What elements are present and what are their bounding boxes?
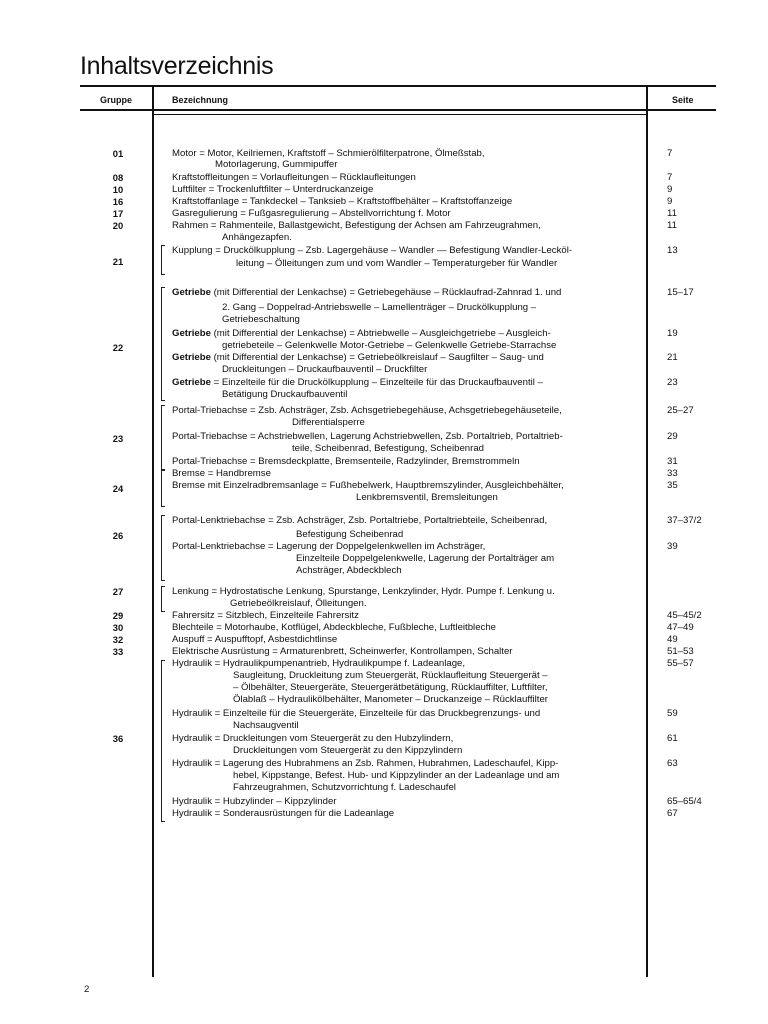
header-top-rule	[80, 85, 716, 87]
row-description: Getriebeschaltung	[222, 314, 300, 325]
row-description: teile, Scheibenrad, Befestigung, Scheibenrad	[292, 443, 485, 454]
row-description: Lenkung = Hydrostatische Lenkung, Spurstange, Lenkzylinder, Hydr. Pumpe f. Lenkung u.	[172, 586, 555, 597]
group-number: 32	[112, 634, 124, 645]
row-description: Kraftstoffleitungen = Vorlaufleitungen – Rücklaufleitungen	[172, 172, 416, 183]
row-description: Motorlagerung, Gummipuffer	[215, 159, 338, 170]
row-description: Elektrische Ausrüstung = Armaturenbrett, Scheinwerfer, Kontrollampen, Schalter	[172, 646, 513, 657]
row-description: Anhängezapfen.	[222, 232, 292, 243]
group-number: 27	[112, 586, 124, 597]
row-description: Blechteile = Motorhaube, Kotflügel, Abdeckbleche, Fußbleche, Luftleitbleche	[172, 622, 496, 633]
page-ref: 29	[667, 431, 678, 442]
row-description: Hydraulik = Sonderausrüstungen für die Ladeanlage	[172, 808, 395, 819]
row-description: Luftfilter = Trockenluftfilter – Unterdruckanzeige	[172, 184, 374, 195]
row-description: Fahrersitz = Sitzblech, Einzelteile Fahrersitz	[172, 610, 359, 621]
page-ref: 51–53	[667, 646, 694, 657]
row-description: Portal-Lenktriebachse = Lagerung der Doppelgelenkwellen im Achsträger,	[172, 541, 486, 552]
row-description: Portal-Triebachse = Achstriebwellen, Lagerung Achstriebwellen, Zsb. Portaltrieb, Portaltrieb-	[172, 431, 563, 442]
page-ref: 23	[667, 377, 678, 388]
page-ref: 11	[667, 208, 677, 219]
bold-prefix: Getriebe	[172, 377, 211, 388]
page-ref: 65–65/4	[667, 796, 702, 807]
row-description	[172, 377, 650, 389]
row-description: Auspuff = Auspufftopf, Asbestdichtlinse	[172, 634, 338, 645]
group-number: 17	[112, 208, 124, 219]
bold-prefix: Getriebe	[172, 287, 211, 298]
row-text: (mit Differential der Lenkachse) = Abtriebwelle – Ausgleichgetriebe – Ausgleich-	[210, 328, 551, 339]
row-description: Gasregulierung = Fußgasregulierung – Abstellvorrichtung f. Motor	[172, 208, 451, 219]
row-description: Kupplung = Druckölkupplung – Zsb. Lagergehäuse – Wandler — Befestigung Wandler-Lecköl-	[172, 245, 573, 256]
page-ref: 11	[667, 220, 677, 231]
page-ref: 35	[667, 480, 678, 491]
page-ref: 25–27	[667, 405, 694, 416]
group-number: 36	[112, 733, 124, 744]
row-description: Portal-Lenktriebachse = Zsb. Achsträger, Zsb. Portaltriebe, Portaltriebteile, Scheibenrad,	[172, 515, 548, 526]
row-description: Fahrzeugrahmen, Schutzvorrichtung f. Ladeschaufel	[233, 782, 456, 793]
row-description: Bremse = Handbremse	[172, 468, 271, 479]
group-brace-21	[161, 245, 165, 275]
row-description: Achsträger, Abdeckblech	[296, 565, 402, 576]
page-ref: 9	[667, 196, 673, 207]
page-title: Inhaltsverzeichnis	[80, 52, 274, 80]
group-number: 10	[112, 184, 124, 195]
group-number: 20	[112, 220, 124, 231]
group-number: 21	[112, 256, 124, 267]
page-ref: 33	[667, 468, 678, 479]
page-ref: 59	[667, 708, 678, 719]
page-ref: 61	[667, 733, 678, 744]
row-description	[172, 352, 650, 364]
row-description: Kraftstoffanlage = Tankdeckel – Tanksieb – Kraftstoffbehälter – Kraftstoffanzeige	[172, 196, 513, 207]
group-brace-27	[161, 586, 165, 612]
row-description: getriebeteile – Gelenkwelle Motor-Getriebe – Gelenkwelle Getriebe-Starrachse	[222, 340, 557, 351]
row-description: Lenkbremsventil, Bremsleitungen	[356, 492, 498, 503]
group-number: 16	[112, 196, 124, 207]
page-ref: 13	[667, 245, 678, 256]
row-description: – Ölbehälter, Steuergeräte, Steuergerätbetätigung, Rücklauffilter, Luftfilter,	[233, 682, 548, 693]
group-brace-22	[161, 287, 165, 401]
group-number: 33	[112, 646, 124, 657]
page-ref: 39	[667, 541, 678, 552]
group-number: 30	[112, 622, 124, 633]
row-description: Hydraulik = Hubzylinder – Kippzylinder	[172, 796, 337, 807]
row-description: Rahmen = Rahmenteile, Ballastgewicht, Befestigung der Achsen am Fahrzeugrahmen,	[172, 220, 541, 231]
bold-prefix: Getriebe	[172, 352, 211, 363]
row-description: Getriebeölkreislauf, Ölleitungen.	[230, 598, 367, 609]
row-description: 2. Gang – Doppelrad-Antriebswelle – Lamellenträger – Druckölkupplung –	[222, 302, 537, 313]
row-text: = Einzelteile für die Druckölkupplung – Einzelteile für das Druckaufbauventil –	[210, 377, 543, 388]
group-number: 23	[112, 433, 124, 444]
page-ref: 7	[667, 172, 673, 183]
column-header-gruppe: Gruppe	[100, 95, 133, 105]
row-description: Saugleitung, Druckleitung zum Steuergerät, Rücklaufleitung Steuergerät –	[233, 670, 548, 681]
row-description: Hydraulik = Hydraulikpumpenantrieb, Hydraulikpumpe f. Ladeanlage,	[172, 658, 466, 669]
row-description: Bremse mit Einzelradbremsanlage = Fußhebelwerk, Hauptbremszylinder, Ausgleichbehälter,	[172, 480, 564, 491]
row-description: Hydraulik = Einzelteile für die Steuergeräte, Einzelteile für das Druckbegrenzungs- und	[172, 708, 541, 719]
group-brace-24	[161, 469, 165, 507]
row-description: leitung – Ölleitungen zum und vom Wandler – Temperaturgeber für Wandler	[236, 258, 558, 269]
row-description	[172, 328, 650, 340]
row-description: Portal-Triebachse = Bremsdeckplatte, Bremsenteile, Radzylinder, Bremstrommeln	[172, 456, 520, 467]
header-second-rule	[153, 114, 647, 115]
page-number: 2	[84, 984, 90, 995]
page-ref: 31	[667, 456, 678, 467]
row-description: Einzelteile Doppelgelenkwelle, Lagerung der Portalträger am	[296, 553, 555, 564]
group-number: 22	[112, 342, 124, 353]
row-description: Hydraulik = Druckleitungen vom Steuergerät zu den Hubzylindern,	[172, 733, 454, 744]
page-ref: 45–45/2	[667, 610, 702, 621]
group-number: 29	[112, 610, 124, 621]
column-header-seite: Seite	[672, 95, 694, 105]
bold-prefix: Getriebe	[172, 328, 211, 339]
row-description: Befestigung Scheibenrad	[296, 529, 404, 540]
row-description: Druckleitungen – Druckaufbauventil – Druckfilter	[222, 364, 428, 375]
page-ref: 67	[667, 808, 678, 819]
group-number: 26	[112, 530, 124, 541]
page-ref: 55–57	[667, 658, 694, 669]
group-number: 01	[112, 148, 124, 159]
row-description: Betätigung Druckaufbauventil	[222, 389, 348, 400]
page-ref: 7	[667, 148, 673, 159]
group-brace-23	[161, 405, 165, 471]
row-text: (mit Differential der Lenkachse) = Getriebeölkreislauf – Saugfilter – Saug- und	[210, 352, 544, 363]
row-description: Hydraulik = Lagerung des Hubrahmens an Zsb. Rahmen, Hubrahmen, Ladeschaufel, Kipp-	[172, 758, 559, 769]
page-ref: 63	[667, 758, 678, 769]
row-description: Nachsaugventil	[233, 720, 299, 731]
page-ref: 21	[667, 352, 678, 363]
row-text: (mit Differential der Lenkachse) = Getriebegehäuse – Rücklaufrad-Zahnrad 1. und	[210, 287, 562, 298]
row-description: Motor = Motor, Keilriemen, Kraftstoff – Schmierölfilterpatrone, Ölmeßstab,	[172, 148, 485, 159]
row-description	[172, 287, 650, 299]
group-brace-36	[161, 660, 165, 822]
row-description: Portal-Triebachse = Zsb. Achsträger, Zsb. Achsgetriebegehäuse, Achsgetriebegehäuseteile,	[172, 405, 562, 416]
page-ref: 37–37/2	[667, 515, 702, 526]
row-description: Differentialsperre	[292, 417, 365, 428]
row-description: Ölablaß – Hydraulikölbehälter, Manometer – Druckanzeige – Rücklauffilter	[233, 694, 548, 705]
page-ref: 49	[667, 634, 678, 645]
group-number: 08	[112, 172, 124, 183]
page-ref: 47–49	[667, 622, 694, 633]
row-description: hebel, Kippstange, Befest. Hub- und Kippzylinder an der Ladeanlage und am	[233, 770, 560, 781]
page-ref: 19	[667, 328, 678, 339]
page-ref: 9	[667, 184, 673, 195]
column-header-bezeichnung: Bezeichnung	[172, 95, 229, 105]
page-ref: 15–17	[667, 287, 694, 298]
group-number: 24	[112, 483, 124, 494]
group-brace-26	[161, 515, 165, 581]
header-bottom-rule	[80, 109, 716, 111]
row-description: Druckleitungen vom Steuergerät zu den Kippzylindern	[233, 745, 463, 756]
